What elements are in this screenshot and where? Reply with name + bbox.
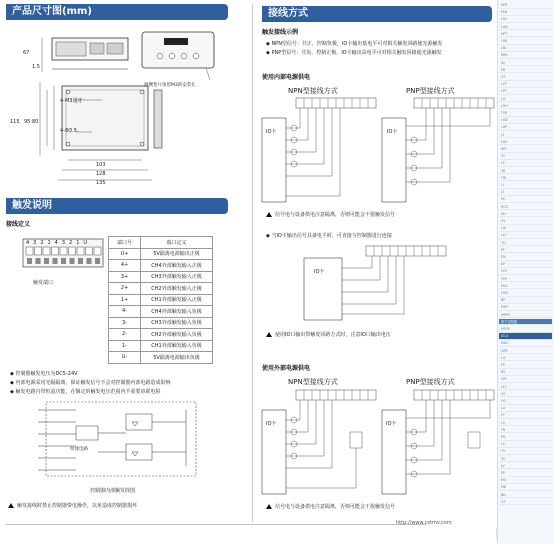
sidebar-item[interactable]: CPL — [499, 376, 552, 383]
sidebar-item[interactable]: BS — [499, 369, 552, 376]
sidebar-item[interactable]: LRB — [499, 38, 552, 45]
footer-url[interactable]: http://www.cstmv.com — [396, 520, 452, 526]
npn-label-internal: NPN型接线方式 — [288, 87, 338, 95]
sidebar-item[interactable]: OC — [499, 391, 552, 398]
pnp-label-external: PNP型接线方式 — [406, 378, 455, 386]
sidebar-item[interactable]: TLL — [499, 240, 552, 247]
table-row — [109, 352, 213, 364]
sidebar-item[interactable]: PS — [499, 362, 552, 369]
pnp-description-text: PNP型信号：共负，控制正极，IO卡输出高电平可对相关触发回路使光源触发 — [271, 50, 442, 56]
terminal-block — [22, 233, 104, 273]
sidebar-item[interactable]: OG — [499, 398, 552, 405]
sidebar-item[interactable]: LHA — [499, 139, 552, 146]
sidebar-item[interactable]: MRPS — [499, 312, 552, 319]
warning-icon — [8, 503, 14, 508]
sidebar-item[interactable]: LX — [499, 441, 552, 448]
device-plan-view — [62, 86, 148, 150]
sidebar-item[interactable]: MSPS — [499, 326, 552, 333]
wiring-warning-1-text: 信号电与设备供电注意隔离，否则可能会干扰触发信号 — [275, 212, 396, 218]
trigger-warning-text: 触发接线时禁止控制器带电操作，以免造成控制器损坏 — [17, 503, 138, 509]
sidebar-item[interactable]: LT — [499, 189, 552, 196]
circuit-caption: 控制器内部触发简图 — [90, 488, 136, 494]
table-row — [109, 317, 213, 329]
definition-title: 接线定义 — [6, 221, 31, 228]
sidebar-item[interactable]: DL — [499, 60, 552, 67]
table-cell: CH1外部触发输入正极 — [141, 294, 213, 306]
footer-rule — [6, 524, 426, 525]
sidebar-item[interactable]: MO — [499, 477, 552, 484]
dimension-drawing — [6, 24, 250, 196]
trigger-bullet-text: 控制器触发电压为DC5-24V — [15, 371, 78, 377]
table-cell: 1+ — [109, 294, 141, 306]
sidebar-item[interactable]: SS — [499, 456, 552, 463]
sidebar-item[interactable]: BRA — [499, 52, 552, 59]
table-cell: CH2外部触发输入正极 — [141, 283, 213, 295]
wiring-warning-1 — [266, 211, 395, 218]
sidebar-item[interactable]: LSS — [499, 16, 552, 23]
table-row — [109, 260, 213, 272]
dim-103: 103 — [96, 162, 106, 168]
dim-80: 80 — [32, 119, 39, 125]
table-cell: CH2外部触发输入负极 — [141, 329, 213, 341]
sidebar-item[interactable]: ODS — [499, 117, 552, 124]
sidebar-item[interactable]: HPS — [499, 2, 552, 9]
io-card-label: IO卡 — [314, 269, 325, 275]
table-cell: 3- — [109, 317, 141, 329]
sidebar-item[interactable]: BD — [499, 492, 552, 499]
table-cell: 4- — [109, 306, 141, 318]
sidebar-item[interactable]: GPS — [499, 348, 552, 355]
wiring-warning-3-text: 信号电与设备供电注意隔离，否则可能会干扰触发信号 — [275, 504, 396, 510]
dimensions-section-title: 产品尺寸图(mm) — [6, 4, 228, 20]
sidebar-item[interactable]: TV — [499, 448, 552, 455]
sidebar-item[interactable]: LF2 — [499, 384, 552, 391]
table-cell: 1- — [109, 340, 141, 352]
warning-icon — [266, 212, 272, 217]
trigger-circuit-diagram — [36, 400, 204, 482]
wiring-section-title: 接线方式 — [262, 6, 492, 22]
npn-external-diagram — [260, 388, 378, 498]
sidebar-item[interactable]: MLS — [499, 283, 552, 290]
port-definition-table — [108, 236, 213, 364]
table-row — [109, 340, 213, 352]
table-cell: 2+ — [109, 283, 141, 295]
column-divider — [252, 4, 253, 522]
sidebar-item[interactable]: LI2 — [499, 355, 552, 362]
io-card-label: IO卡 — [266, 421, 277, 427]
wiring-warning-2 — [266, 331, 391, 338]
table-cell: 5V隔离电源输出正极 — [141, 248, 213, 260]
pnp-description: ◆ PNP型信号：共负，控制正极，IO卡输出高电平可对相关触发回路使光源触发 — [266, 50, 442, 56]
dim-67: 67 — [23, 50, 30, 56]
table-row — [109, 248, 213, 260]
table-cell: U+ — [109, 248, 141, 260]
mount-note: 两侧垫片预留M3的安装孔 — [144, 83, 196, 88]
table-header-cell: 端口号 — [109, 237, 141, 249]
sidebar-item[interactable]: LPS — [499, 268, 552, 275]
io-card-label: IO卡 — [266, 129, 277, 135]
warning-icon — [266, 332, 272, 337]
pnp-label-internal: PNP型接线方式 — [406, 87, 455, 95]
sidebar-item[interactable]: 数字控制器 — [499, 319, 552, 326]
sidebar-item[interactable]: TW — [499, 175, 552, 182]
sidebar-item[interactable]: MB — [499, 484, 552, 491]
table-cell: CH4外部触发输入负极 — [141, 306, 213, 318]
dim-hole: 4-Φ3.5 — [60, 128, 77, 134]
trigger-bullet: ◆ 控制器触发电压为DC5-24V — [10, 371, 78, 377]
sidebar-item[interactable]: WP — [499, 146, 552, 153]
io-card-label: IO卡 — [386, 421, 397, 427]
table-row — [109, 271, 213, 283]
pnp-external-diagram — [380, 388, 496, 498]
sidebar-item[interactable]: LBL — [499, 45, 552, 52]
sidebar-item[interactable]: ST-4 — [499, 333, 552, 340]
dim-135: 135 — [96, 180, 106, 186]
sidebar-item[interactable]: FAN — [499, 9, 552, 16]
sidebar-item[interactable]: LF — [499, 132, 552, 139]
sidebar-item[interactable]: OT — [499, 499, 552, 506]
sidebar-item[interactable]: LP — [499, 160, 552, 167]
direct-connect-note: ◆ 当IO卡输出信号具备电平时，可直接与控制器进行连接 — [266, 233, 392, 239]
sidebar-item[interactable]: BP — [499, 297, 552, 304]
sidebar-item[interactable]: GT — [499, 74, 552, 81]
table-cell: 3+ — [109, 271, 141, 283]
sidebar-item[interactable]: PD — [499, 434, 552, 441]
sidebar-item[interactable]: LH — [499, 96, 552, 103]
sidebar-item[interactable]: HH — [499, 211, 552, 218]
internal-power-title: 使用内部电源供电 — [262, 74, 311, 81]
sidebar-item[interactable]: HV — [499, 218, 552, 225]
sidebar-item[interactable]: EB — [499, 67, 552, 74]
table-header-row — [109, 237, 213, 249]
npn-description: ◆ NPN型信号：共正，控制负极，IO卡输出低电平可对相关触发回路使光源触发 — [266, 41, 443, 47]
sidebar-item[interactable]: TYR — [499, 110, 552, 117]
dim-1-5: 1.5 — [32, 64, 40, 70]
table-cell: CH1外部触发输入负极 — [141, 340, 213, 352]
trigger-section-title: 触发说明 — [6, 198, 228, 214]
sidebar-item[interactable]: LAN — [499, 24, 552, 31]
npn-label-external: NPN型接线方式 — [288, 378, 338, 386]
sidebar-item[interactable]: LV — [499, 463, 552, 470]
table-cell: CH3外部触发输入负极 — [141, 317, 213, 329]
table-header-cell: 端口定义 — [141, 237, 213, 249]
sidebar-item[interactable]: LLC — [499, 232, 552, 239]
sidebar-item[interactable]: HC — [499, 196, 552, 203]
table-cell: 5V隔离电源输出负极 — [141, 352, 213, 364]
device-front-view — [142, 32, 214, 68]
table-row — [109, 294, 213, 306]
sidebar-item[interactable]: HCS — [499, 204, 552, 211]
warning-icon — [266, 504, 272, 509]
trigger-bullet: ◆ 触发电路自带恒流功能，在额定的触发电压范围内不需要串联电阻 — [10, 389, 161, 395]
sidebar-item[interactable]: ST — [499, 153, 552, 160]
sidebar-item[interactable]: LGP — [499, 124, 552, 131]
trigger-bullet-text: 内部电源采用光隔隔离，保证触发信号不会对控制器内部电路造成影响 — [15, 380, 171, 386]
sidebar-item[interactable]: LDH — [499, 103, 552, 110]
dim-115: 115 — [10, 119, 20, 125]
sidebar-item[interactable]: LCP — [499, 81, 552, 88]
sidebar-item[interactable]: DF — [499, 261, 552, 268]
sidebar-item[interactable]: HPT — [499, 31, 552, 38]
sidebar-item[interactable]: PP — [499, 470, 552, 477]
terminal-numbers: 4 3 2 1 4 3 2 1 U — [26, 240, 89, 246]
pnp-internal-diagram — [380, 96, 496, 204]
sidebar-item[interactable]: RAD — [499, 340, 552, 347]
circuit-label: 恒流电路 — [70, 447, 88, 452]
external-power-title: 使用外部电源供电 — [262, 365, 311, 372]
table-cell: CH3外部触发输入正极 — [141, 271, 213, 283]
direct-connect-note-text: 当IO卡输出信号具备电平时，可直接与控制器进行连接 — [271, 233, 392, 239]
sidebar-item[interactable]: LS — [499, 420, 552, 427]
sidebar-item[interactable]: EM — [499, 254, 552, 261]
sidebar-item[interactable]: LAI — [499, 225, 552, 232]
dim-95: 95 — [24, 119, 31, 125]
table-cell: U- — [109, 352, 141, 364]
sidebar-item[interactable]: LA — [499, 405, 552, 412]
table-cell: CH4外部触发输入正极 — [141, 260, 213, 272]
npn-internal-diagram — [260, 96, 378, 204]
sidebar-item[interactable]: FY — [499, 412, 552, 419]
table-cell: 2- — [109, 329, 141, 341]
sidebar-item[interactable]: LI — [499, 182, 552, 189]
npn-description-text: NPN型信号：共正，控制负极，IO卡输出低电平可对相关触发回路使光源触发 — [271, 41, 443, 47]
wiring-example-title: 触发接线示例 — [262, 29, 299, 36]
table-row — [109, 329, 213, 341]
table-row — [109, 306, 213, 318]
sidebar-item[interactable]: MEP — [499, 304, 552, 311]
trigger-warning — [8, 502, 137, 509]
sidebar-item[interactable]: TPS — [499, 276, 552, 283]
direct-connection-diagram — [300, 244, 450, 322]
sidebar-item[interactable]: FWS — [499, 290, 552, 297]
sidebar-item[interactable]: SB — [499, 168, 552, 175]
trigger-bullet-text: 触发电路自带恒流功能，在额定的触发电压范围内不需要串联电阻 — [15, 389, 161, 395]
io-card-label: IO卡 — [387, 129, 398, 135]
terminal-caption: 触发端口 — [33, 280, 54, 286]
wiring-warning-3 — [266, 503, 395, 510]
table-row — [109, 283, 213, 295]
dim-128: 128 — [96, 171, 106, 177]
table-cell: 4+ — [109, 260, 141, 272]
sidebar-item[interactable]: PF — [499, 247, 552, 254]
dim-m3-thread: 4-M3通牙 — [60, 98, 83, 104]
wiring-warning-2-text: 使用IO口输出带触发回路方式时，注意IO口输出电压 — [275, 332, 391, 338]
trigger-bullet: ◆ 内部电源采用光隔隔离，保证触发信号不会对控制器内部电路造成影响 — [10, 380, 171, 386]
sidebar-item[interactable]: FN — [499, 427, 552, 434]
sidebar-item[interactable]: LPT — [499, 88, 552, 95]
